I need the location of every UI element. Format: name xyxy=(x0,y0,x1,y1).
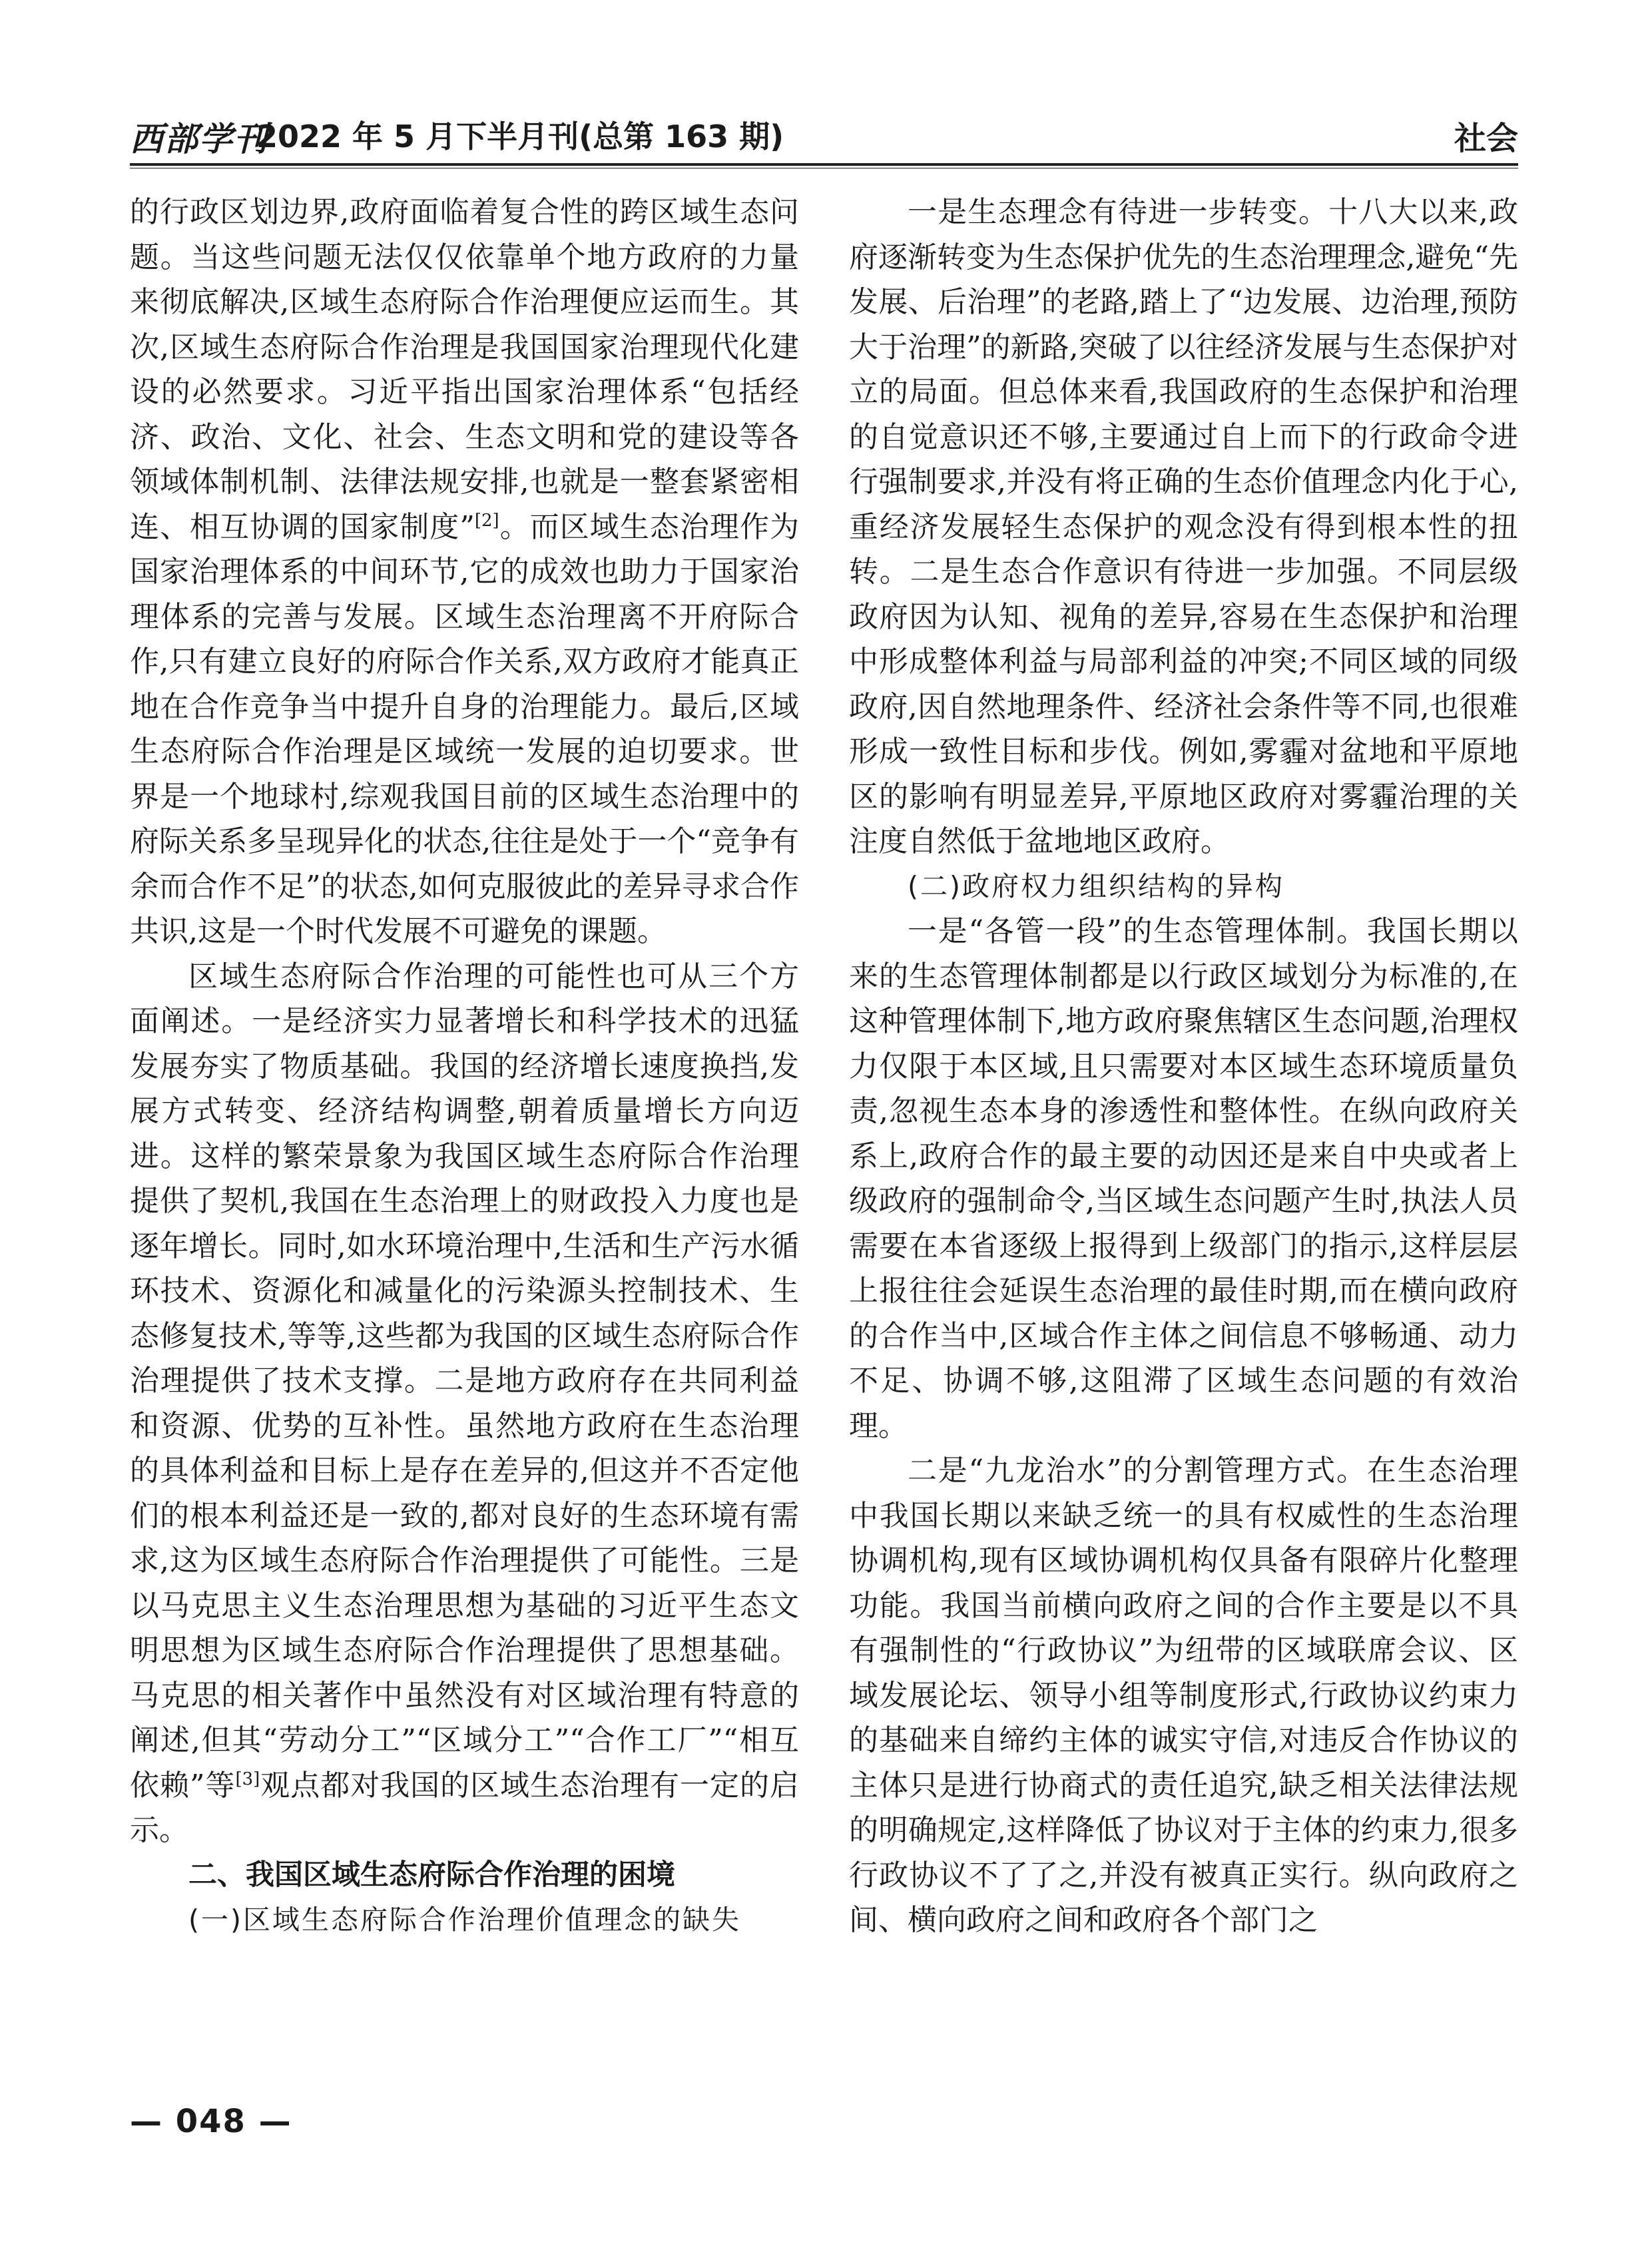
section-heading: 二、我国区域生态府际合作治理的困境 xyxy=(188,1858,675,1892)
issue-info: 2022 年 5 月下半月刊(总第 163 期) xyxy=(256,119,784,154)
running-header xyxy=(130,110,1518,160)
left-column xyxy=(130,190,799,1943)
paragraph: 区域生态府际合作治理的可能性也可从三个方面阐述。一是经济实力显著增长和科学技术的迅猛发展夯实了物质基础。我国的经济增长速度换挡,发展方式转变、经济结构调整,朝着质量增长方向迈进。这样的繁荣景象为我国区域生态府际合作治理提供了契机,我国在生态治理上的财政投入力度也是逐年增长。同时,如水环境治理中,生活和生产污水循环技术、资源化和减量化的污染源头控制技术、生态修复技术,等等,这些都为我国的区域生态府际合作治理提供了技术支撑。二是地方政府存在共同利益和资源、优势的互补性。虽然地方政府在生态治理的具体利益和目标上是存在差异的,但这并不否定他们的根本利益还是一致的,都对良好的生态环境有需求,这为区域生态府际合作治理提供了可能性。三是以马克思主义生态治理思想为基础的习近平生态文明思想为区域生态府际合作治理提供了思想基础。马克思的相关著作中虽然没有对区域治理有特意的阐述,但其“劳动分工”“区域分工”“合作工厂”“相互依赖”等[3]观点都对我国的区域生态治理有一定的启示。 xyxy=(130,959,799,1847)
paragraph: 的行政区划边界,政府面临着复合性的跨区域生态问题。当这些问题无法仅仅依靠单个地方政府的力量来彻底解决,区域生态府际合作治理便应运而生。其次,区域生态府际合作治理是我国国家治理现代化建设的必然要求。习近平指出国家治理体系“包括经济、政治、文化、社会、生态文明和党的建设等各领域体制机制、法律法规安排,也就是一整套紧密相连、相互协调的国家制度”[2]。而区域生态治理作为国家治理体系的中间环节,它的成效也助力于国家治理体系的完善与发展。区域生态治理离不开府际合作,只有建立良好的府际合作关系,双方政府才能真正地在合作竞争当中提升自身的治理能力。最后,区域生态府际合作治理是区域统一发展的迫切要求。世界是一个地球村,综观我国目前的区域生态治理中的府际关系多呈现异化的状态,往往是处于一个“竞争有余而合作不足”的状态,如何克服彼此的差异寻求合作共识,这是一个时代发展不可避免的课题。 xyxy=(130,195,799,948)
right-column xyxy=(849,190,1518,1943)
subsection-heading: (一)区域生态府际合作治理价值理念的缺失 xyxy=(188,1904,741,1936)
page-number: — 048 — xyxy=(130,2103,292,2140)
header-rule xyxy=(130,163,1518,168)
citation-ref: [3] xyxy=(235,1769,260,1789)
paragraph: 二是“九龙治水”的分割管理方式。在生态治理中我国长期以来缺乏统一的具有权威性的生态治理协调机构,现有区域协调机构仅具备有限碎片化整理功能。我国当前横向政府之间的合作主要是以不具有强制性的“行政协议”为纽带的区域联席会议、区域发展论坛、领导小组等制度形式,行政协议约束力的基础来自缔约主体的诚实守信,对违反合作协议的主体只是进行协商式的责任追究,缺乏相关法律法规的明确规定,这样降低了协议对于主体的约束力,很多行政协议不了了之,并没有被真正实行。纵向政府之间、横向政府之间和政府各个部门之 xyxy=(849,1454,1518,1937)
paragraph: 一是生态理念有待进一步转变。十八大以来,政府逐渐转变为生态保护优先的生态治理理念,避免“先发展、后治理”的老路,踏上了“边发展、边治理,预防大于治理”的新路,突破了以往经济发展与生态保护对立的局面。但总体来看,我国政府的生态保护和治理的自觉意识还不够,主要通过自上而下的行政命令进行强制要求,并没有将正确的生态价值理念内化于心,重经济发展轻生态保护的观念没有得到根本性的扭转。二是生态合作意识有待进一步加强。不同层级政府因为认知、视角的差异,容易在生态保护和治理中形成整体利益与局部利益的冲突;不同区域的同级政府,因自然地理条件、经济社会条件等不同,也很难形成一致性目标和步伐。例如,雾霾对盆地和平原地区的影响有明显差异,平原地区政府对雾霾治理的关注度自然低于盆地地区政府。 xyxy=(849,195,1518,858)
paragraph: 一是“各管一段”的生态管理体制。我国长期以来的生态管理体制都是以行政区域划分为标准的,在这种管理体制下,地方政府聚焦辖区生态问题,治理权力仅限于本区域,且只需要对本区域生态环境质量负责,忽视生态本身的渗透性和整体性。在纵向政府关系上,政府合作的最主要的动因还是来自中央或者上级政府的强制命令,当区域生态问题产生时,执法人员需要在本省逐级上报得到上级部门的指示,这样层层上报往往会延误生态治理的最佳时期,而在横向政府的合作当中,区域合作主体之间信息不够畅通、动力不足、协调不够,这阻滞了区域生态问题的有效治理。 xyxy=(849,914,1519,1443)
subsection-heading: (二)政府权力组织结构的异构 xyxy=(908,870,1284,902)
section-label: 社会 xyxy=(1454,120,1518,157)
journal-logo: 西部学刊 xyxy=(130,119,268,158)
citation-ref: [2] xyxy=(474,510,499,531)
